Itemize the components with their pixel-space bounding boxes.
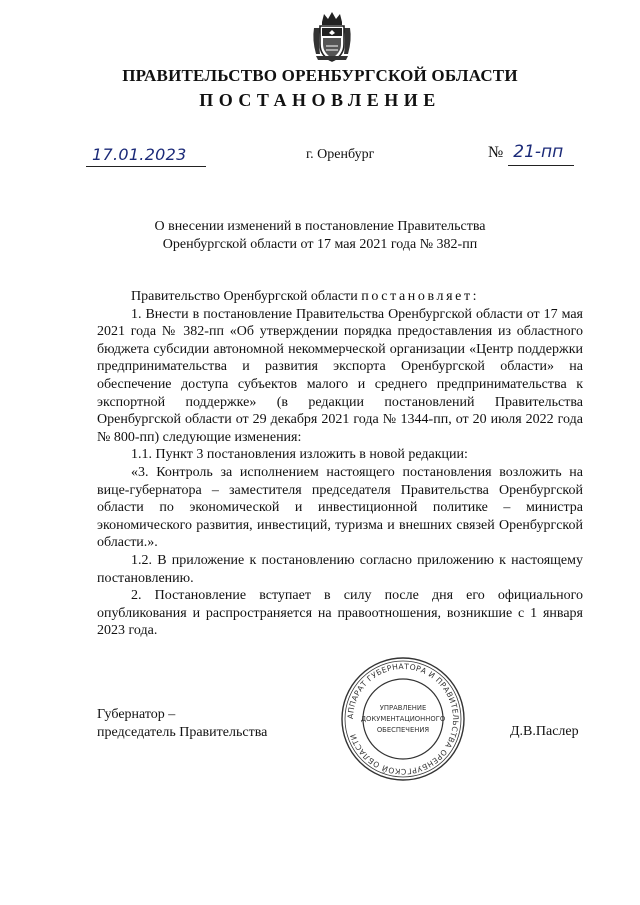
signatory-name: Д.В.Паслер (510, 724, 579, 739)
paragraph-1-1-quote: «3. Контроль за исполнением настоящего постановления возложить на вице-губернатора – заместителя председателя Правительства Оренбургской области по экономической и инвестиционной политике – министра экономического развития, инвестиций, туризма и внешних связей Оренбургской области.». (97, 464, 583, 551)
subject-line-1: О внесении изменений в постановление Правительства (154, 219, 486, 234)
official-stamp-icon (338, 654, 468, 784)
stamp-ring-text: АППАРАТ ГУБЕРНАТОРА И ПРАВИТЕЛЬСТВА ОРЕНБУРГСКОЙ ОБЛАСТИ (345, 661, 461, 777)
signatory-title-line-2: председатель Правительства (97, 725, 268, 740)
signatory-title-line-1: Губернатор – (97, 707, 176, 722)
signatory-title (97, 706, 267, 742)
government-title: ПРАВИТЕЛЬСТВО ОРЕНБУРГСКОЙ ОБЛАСТИ (122, 66, 518, 85)
body-intro (97, 288, 583, 306)
document-city: г. Оренбург (306, 147, 375, 162)
stamp-center-line-2: ДОКУМЕНТАЦИОННОГО (360, 715, 446, 723)
number-label: № (488, 144, 504, 161)
paragraph-1-1: 1.1. Пункт 3 постановления изложить в новой редакции: (131, 447, 468, 463)
number-value: 21-пп (513, 142, 564, 162)
stamp-center-line-1: УПРАВЛЕНИЕ (379, 704, 427, 712)
intro-spaced: постановляет: (361, 289, 480, 304)
intro-prefix: Правительство Оренбургской области (131, 289, 358, 304)
subject-line-2: Оренбургской области от 17 мая 2021 года № 382-пп (162, 237, 478, 252)
stamp-center-line-3: ОБЕСПЕЧЕНИЯ (376, 726, 430, 734)
document-date: 17.01.2023 (92, 145, 187, 164)
document-body (97, 288, 583, 640)
coat-of-arms-icon (310, 10, 354, 64)
document-subject (80, 218, 560, 254)
paragraph-1-2: 1.2. В приложение к постановлению согласно приложению к настоящему постановлению. (97, 552, 583, 586)
number-underline (508, 165, 574, 166)
document-number (488, 142, 563, 162)
document-type: ПОСТАНОВЛЕНИЕ (199, 90, 441, 110)
paragraph-2: 2. Постановление вступает в силу после дня его официального опубликования и распространяется на правоотношения, возникшие с 1 января 2023 года. (97, 588, 583, 639)
paragraph-1: 1. Внести в постановление Правительства Оренбургской области от 17 мая 2021 года № 382-пп «Об утверждении порядка предоставления из областного бюджета субсидии автономной некоммерческой организации «Центр поддержки предпринимательства и развития экспорта Оренбургской области» на обеспечение доступа субъектов малого и среднего предпринимательства к экспортной поддержке» (в редакции постановлений Правительства Оренбургской области от 29 декабря 2021 года № 1344-пп, от 20 июля 2022 года № 800-пп) следующие изменения: (97, 306, 583, 445)
